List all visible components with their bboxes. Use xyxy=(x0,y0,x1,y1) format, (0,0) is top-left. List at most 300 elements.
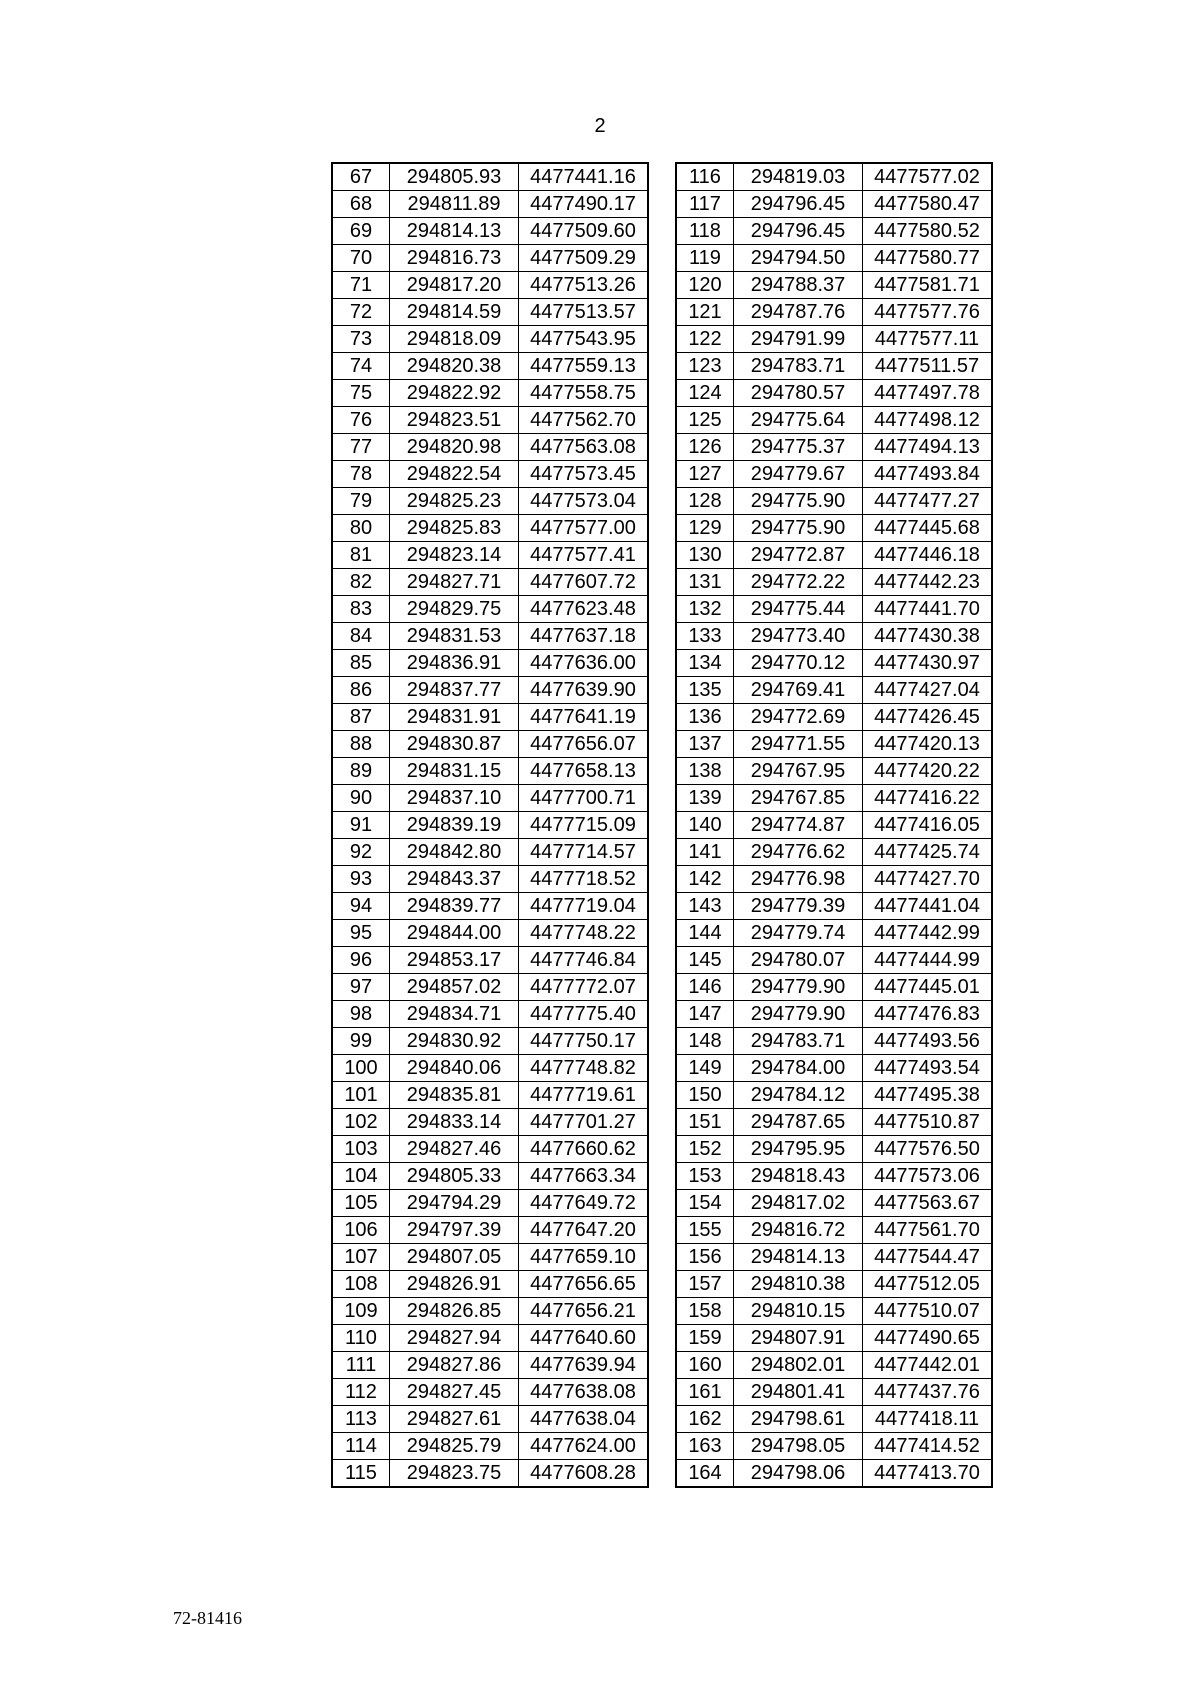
point-number-cell: 92 xyxy=(333,839,390,866)
point-number-cell: 140 xyxy=(677,812,734,839)
point-number-cell: 69 xyxy=(333,218,390,245)
point-number-cell: 162 xyxy=(677,1406,734,1433)
point-number-cell: 113 xyxy=(333,1406,390,1433)
x-coordinate-cell: 294779.39 xyxy=(734,893,863,920)
table-row xyxy=(677,434,992,461)
x-coordinate-cell: 294794.29 xyxy=(390,1190,519,1217)
x-coordinate-cell: 294767.85 xyxy=(734,785,863,812)
x-coordinate-cell: 294796.45 xyxy=(734,191,863,218)
point-number-cell: 124 xyxy=(677,380,734,407)
table-row xyxy=(333,1190,648,1217)
point-number-cell: 74 xyxy=(333,353,390,380)
table-row xyxy=(333,434,648,461)
x-coordinate-cell: 294775.37 xyxy=(734,434,863,461)
x-coordinate-cell: 294823.14 xyxy=(390,542,519,569)
y-coordinate-cell: 4477510.07 xyxy=(863,1298,992,1325)
y-coordinate-cell: 4477513.57 xyxy=(519,299,648,326)
y-coordinate-cell: 4477580.52 xyxy=(863,218,992,245)
x-coordinate-cell: 294831.91 xyxy=(390,704,519,731)
y-coordinate-cell: 4477426.45 xyxy=(863,704,992,731)
x-coordinate-cell: 294783.71 xyxy=(734,1028,863,1055)
x-coordinate-cell: 294825.79 xyxy=(390,1433,519,1460)
table-row xyxy=(677,353,992,380)
table-row xyxy=(333,731,648,758)
point-number-cell: 114 xyxy=(333,1433,390,1460)
y-coordinate-cell: 4477420.22 xyxy=(863,758,992,785)
table-row xyxy=(333,218,648,245)
x-coordinate-cell: 294827.46 xyxy=(390,1136,519,1163)
x-coordinate-cell: 294798.61 xyxy=(734,1406,863,1433)
point-number-cell: 101 xyxy=(333,1082,390,1109)
y-coordinate-cell: 4477493.84 xyxy=(863,461,992,488)
y-coordinate-cell: 4477427.70 xyxy=(863,866,992,893)
x-coordinate-cell: 294794.50 xyxy=(734,245,863,272)
table-row xyxy=(677,1352,992,1379)
x-coordinate-cell: 294827.45 xyxy=(390,1379,519,1406)
x-coordinate-cell: 294769.41 xyxy=(734,677,863,704)
y-coordinate-cell: 4477638.08 xyxy=(519,1379,648,1406)
point-number-cell: 163 xyxy=(677,1433,734,1460)
point-number-cell: 100 xyxy=(333,1055,390,1082)
table-row xyxy=(677,326,992,353)
coordinates-table-right xyxy=(676,163,992,1487)
y-coordinate-cell: 4477656.07 xyxy=(519,731,648,758)
x-coordinate-cell: 294839.77 xyxy=(390,893,519,920)
table-row xyxy=(333,623,648,650)
x-coordinate-cell: 294776.98 xyxy=(734,866,863,893)
point-number-cell: 152 xyxy=(677,1136,734,1163)
table-row xyxy=(677,1298,992,1325)
table-row xyxy=(333,1109,648,1136)
table-row xyxy=(677,299,992,326)
table-row xyxy=(333,569,648,596)
y-coordinate-cell: 4477659.10 xyxy=(519,1244,648,1271)
x-coordinate-cell: 294775.64 xyxy=(734,407,863,434)
y-coordinate-cell: 4477750.17 xyxy=(519,1028,648,1055)
point-number-cell: 130 xyxy=(677,542,734,569)
y-coordinate-cell: 4477445.68 xyxy=(863,515,992,542)
x-coordinate-cell: 294779.90 xyxy=(734,1001,863,1028)
y-coordinate-cell: 4477490.65 xyxy=(863,1325,992,1352)
x-coordinate-cell: 294784.00 xyxy=(734,1055,863,1082)
y-coordinate-cell: 4477425.74 xyxy=(863,839,992,866)
point-number-cell: 83 xyxy=(333,596,390,623)
table-row xyxy=(333,515,648,542)
y-coordinate-cell: 4477607.72 xyxy=(519,569,648,596)
y-coordinate-cell: 4477563.08 xyxy=(519,434,648,461)
table-row xyxy=(677,866,992,893)
table-row xyxy=(333,272,648,299)
y-coordinate-cell: 4477660.62 xyxy=(519,1136,648,1163)
y-coordinate-cell: 4477638.04 xyxy=(519,1406,648,1433)
point-number-cell: 127 xyxy=(677,461,734,488)
y-coordinate-cell: 4477641.19 xyxy=(519,704,648,731)
x-coordinate-cell: 294787.65 xyxy=(734,1109,863,1136)
table-row xyxy=(333,1298,648,1325)
x-coordinate-cell: 294775.90 xyxy=(734,488,863,515)
point-number-cell: 121 xyxy=(677,299,734,326)
y-coordinate-cell: 4477416.22 xyxy=(863,785,992,812)
y-coordinate-cell: 4477772.07 xyxy=(519,974,648,1001)
table-row xyxy=(677,1055,992,1082)
point-number-cell: 117 xyxy=(677,191,734,218)
point-number-cell: 128 xyxy=(677,488,734,515)
x-coordinate-cell: 294818.43 xyxy=(734,1163,863,1190)
table-row xyxy=(677,218,992,245)
point-number-cell: 93 xyxy=(333,866,390,893)
y-coordinate-cell: 4477543.95 xyxy=(519,326,648,353)
table-row xyxy=(677,1271,992,1298)
y-coordinate-cell: 4477476.83 xyxy=(863,1001,992,1028)
table-row xyxy=(333,326,648,353)
y-coordinate-cell: 4477544.47 xyxy=(863,1244,992,1271)
y-coordinate-cell: 4477437.76 xyxy=(863,1379,992,1406)
x-coordinate-cell: 294787.76 xyxy=(734,299,863,326)
point-number-cell: 82 xyxy=(333,569,390,596)
point-number-cell: 155 xyxy=(677,1217,734,1244)
x-coordinate-cell: 294811.89 xyxy=(390,191,519,218)
point-number-cell: 146 xyxy=(677,974,734,1001)
y-coordinate-cell: 4477623.48 xyxy=(519,596,648,623)
y-coordinate-cell: 4477477.27 xyxy=(863,488,992,515)
y-coordinate-cell: 4477719.04 xyxy=(519,893,648,920)
point-number-cell: 120 xyxy=(677,272,734,299)
y-coordinate-cell: 4477656.65 xyxy=(519,1271,648,1298)
y-coordinate-cell: 4477414.52 xyxy=(863,1433,992,1460)
point-number-cell: 136 xyxy=(677,704,734,731)
x-coordinate-cell: 294827.71 xyxy=(390,569,519,596)
x-coordinate-cell: 294837.10 xyxy=(390,785,519,812)
y-coordinate-cell: 4477510.87 xyxy=(863,1109,992,1136)
x-coordinate-cell: 294807.91 xyxy=(734,1325,863,1352)
point-number-cell: 156 xyxy=(677,1244,734,1271)
x-coordinate-cell: 294844.00 xyxy=(390,920,519,947)
x-coordinate-cell: 294775.44 xyxy=(734,596,863,623)
point-number-cell: 105 xyxy=(333,1190,390,1217)
point-number-cell: 91 xyxy=(333,812,390,839)
point-number-cell: 132 xyxy=(677,596,734,623)
y-coordinate-cell: 4477637.18 xyxy=(519,623,648,650)
table-row xyxy=(677,1460,992,1487)
x-coordinate-cell: 294836.91 xyxy=(390,650,519,677)
y-coordinate-cell: 4477701.27 xyxy=(519,1109,648,1136)
y-coordinate-cell: 4477577.41 xyxy=(519,542,648,569)
table-row xyxy=(677,1217,992,1244)
x-coordinate-cell: 294776.62 xyxy=(734,839,863,866)
point-number-cell: 73 xyxy=(333,326,390,353)
y-coordinate-cell: 4477558.75 xyxy=(519,380,648,407)
table-row xyxy=(677,785,992,812)
y-coordinate-cell: 4477509.29 xyxy=(519,245,648,272)
table-row xyxy=(333,1028,648,1055)
table-row xyxy=(677,461,992,488)
point-number-cell: 125 xyxy=(677,407,734,434)
x-coordinate-cell: 294816.72 xyxy=(734,1217,863,1244)
point-number-cell: 158 xyxy=(677,1298,734,1325)
y-coordinate-cell: 4477663.34 xyxy=(519,1163,648,1190)
point-number-cell: 79 xyxy=(333,488,390,515)
y-coordinate-cell: 4477700.71 xyxy=(519,785,648,812)
y-coordinate-cell: 4477577.11 xyxy=(863,326,992,353)
point-number-cell: 157 xyxy=(677,1271,734,1298)
x-coordinate-cell: 294823.51 xyxy=(390,407,519,434)
table-row xyxy=(333,596,648,623)
point-number-cell: 89 xyxy=(333,758,390,785)
x-coordinate-cell: 294797.39 xyxy=(390,1217,519,1244)
y-coordinate-cell: 4477577.00 xyxy=(519,515,648,542)
x-coordinate-cell: 294840.06 xyxy=(390,1055,519,1082)
table-row xyxy=(677,947,992,974)
x-coordinate-cell: 294788.37 xyxy=(734,272,863,299)
x-coordinate-cell: 294807.05 xyxy=(390,1244,519,1271)
table-row xyxy=(677,1244,992,1271)
point-number-cell: 141 xyxy=(677,839,734,866)
table-row xyxy=(333,380,648,407)
x-coordinate-cell: 294829.75 xyxy=(390,596,519,623)
y-coordinate-cell: 4477441.04 xyxy=(863,893,992,920)
y-coordinate-cell: 4477573.04 xyxy=(519,488,648,515)
x-coordinate-cell: 294779.67 xyxy=(734,461,863,488)
x-coordinate-cell: 294773.40 xyxy=(734,623,863,650)
table-row xyxy=(677,380,992,407)
table-row xyxy=(333,1244,648,1271)
y-coordinate-cell: 4477445.01 xyxy=(863,974,992,1001)
table-row xyxy=(333,893,648,920)
table-row xyxy=(333,758,648,785)
point-number-cell: 94 xyxy=(333,893,390,920)
point-number-cell: 75 xyxy=(333,380,390,407)
table-row xyxy=(333,1352,648,1379)
x-coordinate-cell: 294796.45 xyxy=(734,218,863,245)
x-coordinate-cell: 294814.59 xyxy=(390,299,519,326)
point-number-cell: 97 xyxy=(333,974,390,1001)
y-coordinate-cell: 4477562.70 xyxy=(519,407,648,434)
y-coordinate-cell: 4477511.57 xyxy=(863,353,992,380)
point-number-cell: 72 xyxy=(333,299,390,326)
table-row xyxy=(333,1082,648,1109)
table-row xyxy=(333,812,648,839)
y-coordinate-cell: 4477577.76 xyxy=(863,299,992,326)
y-coordinate-cell: 4477497.78 xyxy=(863,380,992,407)
table-row xyxy=(677,1028,992,1055)
table-row xyxy=(677,1001,992,1028)
table-row xyxy=(677,1379,992,1406)
point-number-cell: 143 xyxy=(677,893,734,920)
y-coordinate-cell: 4477639.90 xyxy=(519,677,648,704)
table-row xyxy=(677,839,992,866)
x-coordinate-cell: 294827.94 xyxy=(390,1325,519,1352)
point-number-cell: 148 xyxy=(677,1028,734,1055)
table-row xyxy=(677,731,992,758)
table-row xyxy=(677,1109,992,1136)
coordinates-table-left-body xyxy=(333,164,648,1487)
x-coordinate-cell: 294817.02 xyxy=(734,1190,863,1217)
y-coordinate-cell: 4477639.94 xyxy=(519,1352,648,1379)
x-coordinate-cell: 294825.83 xyxy=(390,515,519,542)
document-code: 72-81416 xyxy=(173,1608,242,1628)
point-number-cell: 111 xyxy=(333,1352,390,1379)
y-coordinate-cell: 4477442.01 xyxy=(863,1352,992,1379)
x-coordinate-cell: 294801.41 xyxy=(734,1379,863,1406)
point-number-cell: 70 xyxy=(333,245,390,272)
point-number-cell: 107 xyxy=(333,1244,390,1271)
coordinates-table-right-body xyxy=(677,164,992,1487)
y-coordinate-cell: 4477416.05 xyxy=(863,812,992,839)
point-number-cell: 88 xyxy=(333,731,390,758)
x-coordinate-cell: 294833.14 xyxy=(390,1109,519,1136)
y-coordinate-cell: 4477441.70 xyxy=(863,596,992,623)
point-number-cell: 85 xyxy=(333,650,390,677)
table-row xyxy=(333,650,648,677)
table-row xyxy=(333,1406,648,1433)
y-coordinate-cell: 4477490.17 xyxy=(519,191,648,218)
point-number-cell: 104 xyxy=(333,1163,390,1190)
x-coordinate-cell: 294822.54 xyxy=(390,461,519,488)
point-number-cell: 68 xyxy=(333,191,390,218)
x-coordinate-cell: 294843.37 xyxy=(390,866,519,893)
x-coordinate-cell: 294820.38 xyxy=(390,353,519,380)
y-coordinate-cell: 4477494.13 xyxy=(863,434,992,461)
table-row xyxy=(333,245,648,272)
x-coordinate-cell: 294839.19 xyxy=(390,812,519,839)
table-row xyxy=(677,1433,992,1460)
x-coordinate-cell: 294779.90 xyxy=(734,974,863,1001)
y-coordinate-cell: 4477420.13 xyxy=(863,731,992,758)
table-row xyxy=(333,1379,648,1406)
y-coordinate-cell: 4477513.26 xyxy=(519,272,648,299)
table-row xyxy=(677,1325,992,1352)
point-number-cell: 116 xyxy=(677,164,734,191)
point-number-cell: 150 xyxy=(677,1082,734,1109)
table-row xyxy=(677,758,992,785)
point-number-cell: 151 xyxy=(677,1109,734,1136)
table-row xyxy=(677,542,992,569)
x-coordinate-cell: 294805.33 xyxy=(390,1163,519,1190)
y-coordinate-cell: 4477493.54 xyxy=(863,1055,992,1082)
table-row xyxy=(333,1271,648,1298)
point-number-cell: 142 xyxy=(677,866,734,893)
point-number-cell: 81 xyxy=(333,542,390,569)
y-coordinate-cell: 4477636.00 xyxy=(519,650,648,677)
x-coordinate-cell: 294834.71 xyxy=(390,1001,519,1028)
x-coordinate-cell: 294830.92 xyxy=(390,1028,519,1055)
y-coordinate-cell: 4477714.57 xyxy=(519,839,648,866)
y-coordinate-cell: 4477746.84 xyxy=(519,947,648,974)
y-coordinate-cell: 4477446.18 xyxy=(863,542,992,569)
point-number-cell: 96 xyxy=(333,947,390,974)
table-row xyxy=(333,1460,648,1487)
point-number-cell: 119 xyxy=(677,245,734,272)
point-number-cell: 95 xyxy=(333,920,390,947)
y-coordinate-cell: 4477658.13 xyxy=(519,758,648,785)
table-row xyxy=(677,488,992,515)
x-coordinate-cell: 294772.69 xyxy=(734,704,863,731)
y-coordinate-cell: 4477430.38 xyxy=(863,623,992,650)
point-number-cell: 137 xyxy=(677,731,734,758)
x-coordinate-cell: 294823.75 xyxy=(390,1460,519,1487)
table-row xyxy=(677,569,992,596)
y-coordinate-cell: 4477649.72 xyxy=(519,1190,648,1217)
point-number-cell: 103 xyxy=(333,1136,390,1163)
point-number-cell: 77 xyxy=(333,434,390,461)
y-coordinate-cell: 4477498.12 xyxy=(863,407,992,434)
x-coordinate-cell: 294784.12 xyxy=(734,1082,863,1109)
y-coordinate-cell: 4477580.77 xyxy=(863,245,992,272)
y-coordinate-cell: 4477442.23 xyxy=(863,569,992,596)
point-number-cell: 135 xyxy=(677,677,734,704)
coordinates-table-left xyxy=(332,163,648,1487)
x-coordinate-cell: 294772.22 xyxy=(734,569,863,596)
table-row xyxy=(677,272,992,299)
point-number-cell: 106 xyxy=(333,1217,390,1244)
table-row xyxy=(677,812,992,839)
point-number-cell: 67 xyxy=(333,164,390,191)
y-coordinate-cell: 4477775.40 xyxy=(519,1001,648,1028)
table-row xyxy=(677,164,992,191)
y-coordinate-cell: 4477656.21 xyxy=(519,1298,648,1325)
y-coordinate-cell: 4477715.09 xyxy=(519,812,648,839)
x-coordinate-cell: 294783.71 xyxy=(734,353,863,380)
y-coordinate-cell: 4477561.70 xyxy=(863,1217,992,1244)
point-number-cell: 134 xyxy=(677,650,734,677)
point-number-cell: 108 xyxy=(333,1271,390,1298)
y-coordinate-cell: 4477509.60 xyxy=(519,218,648,245)
table-row xyxy=(333,920,648,947)
x-coordinate-cell: 294814.13 xyxy=(390,218,519,245)
y-coordinate-cell: 4477430.97 xyxy=(863,650,992,677)
table-row xyxy=(333,1136,648,1163)
y-coordinate-cell: 4477580.47 xyxy=(863,191,992,218)
table-row xyxy=(333,1163,648,1190)
x-coordinate-cell: 294780.07 xyxy=(734,947,863,974)
y-coordinate-cell: 4477573.45 xyxy=(519,461,648,488)
x-coordinate-cell: 294802.01 xyxy=(734,1352,863,1379)
point-number-cell: 115 xyxy=(333,1460,390,1487)
x-coordinate-cell: 294814.13 xyxy=(734,1244,863,1271)
point-number-cell: 138 xyxy=(677,758,734,785)
x-coordinate-cell: 294779.74 xyxy=(734,920,863,947)
table-row xyxy=(677,1406,992,1433)
y-coordinate-cell: 4477441.16 xyxy=(519,164,648,191)
x-coordinate-cell: 294810.15 xyxy=(734,1298,863,1325)
x-coordinate-cell: 294822.92 xyxy=(390,380,519,407)
y-coordinate-cell: 4477576.50 xyxy=(863,1136,992,1163)
table-row xyxy=(333,704,648,731)
point-number-cell: 126 xyxy=(677,434,734,461)
point-number-cell: 109 xyxy=(333,1298,390,1325)
x-coordinate-cell: 294826.85 xyxy=(390,1298,519,1325)
x-coordinate-cell: 294775.90 xyxy=(734,515,863,542)
table-row xyxy=(333,947,648,974)
point-number-cell: 161 xyxy=(677,1379,734,1406)
point-number-cell: 86 xyxy=(333,677,390,704)
table-row xyxy=(333,1217,648,1244)
table-row xyxy=(333,839,648,866)
table-row xyxy=(677,974,992,1001)
point-number-cell: 99 xyxy=(333,1028,390,1055)
point-number-cell: 84 xyxy=(333,623,390,650)
table-row xyxy=(677,515,992,542)
x-coordinate-cell: 294826.91 xyxy=(390,1271,519,1298)
y-coordinate-cell: 4477581.71 xyxy=(863,272,992,299)
point-number-cell: 131 xyxy=(677,569,734,596)
table-row xyxy=(333,1325,648,1352)
point-number-cell: 112 xyxy=(333,1379,390,1406)
y-coordinate-cell: 4477577.02 xyxy=(863,164,992,191)
y-coordinate-cell: 4477442.99 xyxy=(863,920,992,947)
point-number-cell: 147 xyxy=(677,1001,734,1028)
y-coordinate-cell: 4477608.28 xyxy=(519,1460,648,1487)
